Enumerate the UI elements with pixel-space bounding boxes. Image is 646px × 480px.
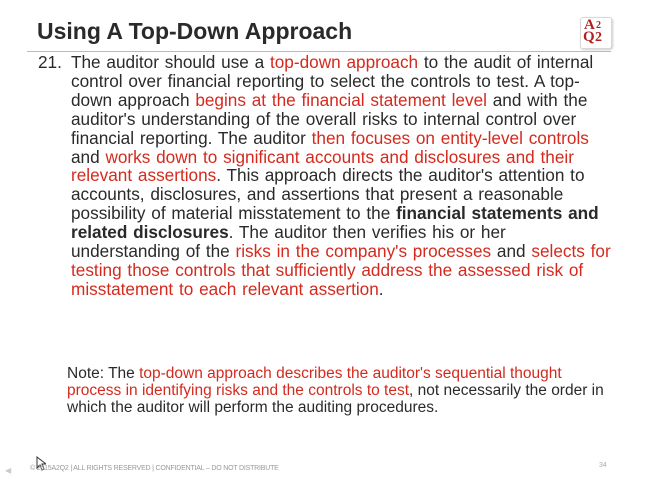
a2q2-logo bbox=[580, 17, 612, 49]
logo-digit-top: 2 bbox=[596, 20, 601, 31]
highlight-run: selects for testing those controls that sufficiently address the assessed risk of misstatement to each relevant assertion bbox=[71, 241, 611, 299]
logo-digit-bottom: 2 bbox=[595, 30, 602, 45]
main-paragraph bbox=[71, 53, 618, 299]
item-number: 21. bbox=[38, 52, 62, 72]
note-paragraph bbox=[67, 365, 607, 416]
text-run: The auditor should use a bbox=[71, 52, 270, 72]
text-run: and bbox=[71, 146, 106, 167]
highlight-run: works down to significant accounts and disclosures and their relevant assertions bbox=[71, 146, 574, 186]
text-run: . This approach directs the auditor's attention to accounts, disclosures, and assertions that present a reasonable possibility of material misstatement to the bbox=[71, 165, 585, 224]
text-run: . bbox=[378, 278, 384, 299]
main-paragraph-block bbox=[38, 53, 618, 299]
text-run: . The auditor then verifies his or her understanding of the bbox=[71, 222, 506, 262]
page-number: 34 bbox=[599, 462, 607, 469]
text-run: Note: The bbox=[67, 365, 140, 382]
highlight-run: top-down approach bbox=[269, 52, 419, 72]
bold-run: financial statements and related disclosures bbox=[71, 203, 599, 243]
text-run: to the audit of internal control over financial reporting to select the controls to test. A top-down approach bbox=[71, 52, 594, 110]
logo-letter-q: Q bbox=[583, 29, 595, 45]
text-run: and bbox=[491, 241, 532, 262]
slide-title: Using A Top-Down Approach bbox=[37, 18, 353, 44]
highlight-run: then focuses on entity-level controls bbox=[311, 127, 589, 148]
back-arrow-icon[interactable]: ◀ bbox=[5, 466, 12, 475]
text-run: , not necessarily the order in which the auditor will perform the auditing procedures. bbox=[67, 382, 604, 416]
text-run: and with the auditor's understanding of the overall risks to internal control over financial reporting. The auditor bbox=[71, 89, 588, 148]
highlight-run: begins at the financial statement level bbox=[195, 89, 487, 110]
highlight-run: risks in the company's processes bbox=[235, 241, 492, 262]
logo-letter-a: A bbox=[584, 17, 595, 33]
highlight-run: top-down approach describes the auditor's sequential thought process in identifying risks and the controls to test bbox=[67, 365, 562, 399]
copyright-footer: © 2015A2Q2 | ALL RIGHTS RESERVED | CONFIDENTIAL – DO NOT DISTRIBUTE bbox=[30, 465, 279, 472]
